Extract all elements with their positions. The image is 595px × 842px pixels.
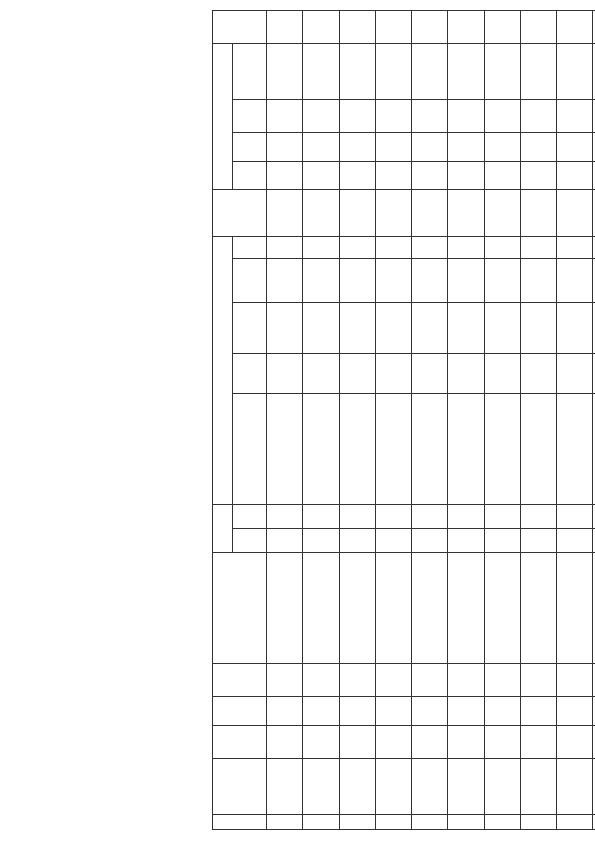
header-cell	[233, 394, 267, 505]
table-cell	[303, 259, 339, 303]
table-cell	[303, 161, 339, 190]
table-cell	[339, 259, 375, 303]
header-cell	[213, 190, 267, 236]
table-cell	[412, 236, 448, 258]
table-cell	[557, 759, 593, 814]
table-cell	[484, 99, 520, 132]
table-cell	[375, 697, 411, 726]
header-cell	[233, 529, 267, 553]
table-cell	[375, 99, 411, 132]
table-cell	[520, 553, 556, 664]
header-group-cell	[213, 44, 233, 190]
table-header	[213, 11, 267, 830]
header-cell	[213, 664, 267, 697]
table-cell	[557, 394, 593, 505]
table-row	[412, 11, 448, 830]
header-cell	[213, 726, 267, 759]
table-cell	[412, 11, 448, 44]
table-cell	[520, 44, 556, 99]
table-cell	[267, 394, 303, 505]
table-cell	[557, 11, 593, 44]
table-cell	[484, 259, 520, 303]
table-cell	[448, 11, 484, 44]
table-cell	[520, 99, 556, 132]
table-cell	[484, 236, 520, 258]
table-cell	[267, 44, 303, 99]
table-cell	[339, 44, 375, 99]
table-cell	[267, 11, 303, 44]
table-cell	[484, 11, 520, 44]
table-cell	[303, 354, 339, 394]
table-cell	[520, 814, 556, 829]
header-group-cell	[213, 504, 233, 553]
table-row	[375, 11, 411, 830]
header-cell	[213, 814, 267, 829]
table-cell	[448, 303, 484, 354]
table-cell	[267, 236, 303, 258]
table-cell	[557, 259, 593, 303]
table-cell	[520, 11, 556, 44]
table-cell	[520, 504, 556, 528]
table-cell	[448, 664, 484, 697]
table-cell	[520, 529, 556, 553]
table-cell	[448, 394, 484, 505]
table-cell	[267, 259, 303, 303]
table-cell	[520, 132, 556, 161]
table-cell	[339, 11, 375, 44]
table-cell	[303, 44, 339, 99]
table-cell	[339, 190, 375, 236]
table-cell	[448, 236, 484, 258]
table-cell	[557, 236, 593, 258]
table-cell	[484, 161, 520, 190]
table-cell	[448, 697, 484, 726]
table-cell	[339, 303, 375, 354]
table-cell	[375, 553, 411, 664]
table-cell	[375, 11, 411, 44]
table-cell	[448, 354, 484, 394]
table-cell	[412, 529, 448, 553]
table-cell	[448, 259, 484, 303]
table-cell	[339, 394, 375, 505]
table-cell	[303, 529, 339, 553]
table-cell	[448, 814, 484, 829]
table-row	[267, 11, 303, 830]
header-cell	[233, 236, 267, 258]
table-cell	[267, 354, 303, 394]
table-cell	[303, 236, 339, 258]
table-cell	[484, 759, 520, 814]
table-cell	[267, 726, 303, 759]
table-cell	[520, 236, 556, 258]
table-cell	[520, 697, 556, 726]
table-cell	[375, 394, 411, 505]
table-row	[339, 11, 375, 830]
table-cell	[448, 44, 484, 99]
table-cell	[520, 394, 556, 505]
table-cell	[412, 132, 448, 161]
table-cell	[303, 759, 339, 814]
table-cell	[303, 99, 339, 132]
table-cell	[448, 553, 484, 664]
table-row	[303, 11, 339, 830]
table-cell	[412, 504, 448, 528]
table-cell	[484, 394, 520, 505]
table-cell	[303, 504, 339, 528]
table-cell	[339, 236, 375, 258]
table-cell	[339, 553, 375, 664]
table-cell	[557, 44, 593, 99]
header-cell	[213, 553, 267, 664]
table-cell	[557, 504, 593, 528]
table-cell	[448, 726, 484, 759]
header-cell	[213, 11, 267, 44]
table-cell	[557, 99, 593, 132]
table-cell	[412, 697, 448, 726]
table-cell	[303, 726, 339, 759]
table-cell	[339, 726, 375, 759]
table-cell	[267, 303, 303, 354]
table-cell	[448, 759, 484, 814]
table-body	[267, 11, 595, 830]
table-cell	[412, 814, 448, 829]
table-cell	[412, 303, 448, 354]
table-cell	[412, 99, 448, 132]
table-cell	[267, 99, 303, 132]
table-cell	[412, 190, 448, 236]
header-cell	[213, 759, 267, 814]
table-cell	[375, 132, 411, 161]
table-cell	[375, 161, 411, 190]
header-cell	[233, 132, 267, 161]
table-cell	[448, 190, 484, 236]
table-cell	[267, 132, 303, 161]
table-cell	[303, 190, 339, 236]
table-cell	[375, 190, 411, 236]
table-cell	[484, 44, 520, 99]
table-cell	[484, 664, 520, 697]
table-row	[448, 11, 484, 830]
table-cell	[412, 354, 448, 394]
table-cell	[484, 553, 520, 664]
table-cell	[339, 664, 375, 697]
table-cell	[303, 303, 339, 354]
table-cell	[339, 759, 375, 814]
table-cell	[520, 664, 556, 697]
table-cell	[557, 190, 593, 236]
table-cell	[520, 190, 556, 236]
table-cell	[375, 504, 411, 528]
table-cell	[303, 553, 339, 664]
table-cell	[557, 161, 593, 190]
table-cell	[520, 303, 556, 354]
table-cell	[339, 504, 375, 528]
data-table	[212, 10, 595, 830]
table-cell	[557, 697, 593, 726]
header-cell	[233, 161, 267, 190]
table-cell	[375, 303, 411, 354]
table-cell	[448, 529, 484, 553]
table-cell	[448, 161, 484, 190]
header-cell	[213, 697, 267, 726]
table-cell	[484, 529, 520, 553]
table-cell	[267, 529, 303, 553]
table-cell	[484, 303, 520, 354]
table-cell	[412, 759, 448, 814]
table-cell	[375, 814, 411, 829]
table-cell	[303, 664, 339, 697]
table-cell	[484, 190, 520, 236]
table-cell	[448, 99, 484, 132]
table-cell	[267, 664, 303, 697]
table-cell	[339, 161, 375, 190]
table-cell	[412, 161, 448, 190]
table-cell	[557, 553, 593, 664]
table-cell	[267, 759, 303, 814]
table-cell	[375, 664, 411, 697]
table-cell	[448, 504, 484, 528]
table-row	[484, 11, 520, 830]
table-cell	[339, 99, 375, 132]
header-cell	[233, 99, 267, 132]
table-cell	[339, 354, 375, 394]
table-cell	[267, 553, 303, 664]
table-cell	[448, 132, 484, 161]
table-cell	[520, 726, 556, 759]
table-row	[520, 11, 556, 830]
table-cell	[520, 759, 556, 814]
rotated-table-container	[212, 10, 595, 830]
table-cell	[303, 11, 339, 44]
table-cell	[339, 697, 375, 726]
table-cell	[375, 259, 411, 303]
table-cell	[267, 504, 303, 528]
table-cell	[412, 726, 448, 759]
table-cell	[557, 529, 593, 553]
table-cell	[267, 697, 303, 726]
table-cell	[557, 354, 593, 394]
table-cell	[557, 303, 593, 354]
table-cell	[339, 132, 375, 161]
table-cell	[412, 394, 448, 505]
table-cell	[303, 814, 339, 829]
table-cell	[375, 759, 411, 814]
table-cell	[557, 664, 593, 697]
table-cell	[557, 726, 593, 759]
table-cell	[267, 190, 303, 236]
header-cell	[233, 259, 267, 303]
table-cell	[375, 726, 411, 759]
header-cell	[233, 504, 267, 528]
table-cell	[520, 161, 556, 190]
table-cell	[484, 814, 520, 829]
table-cell	[375, 529, 411, 553]
header-cell	[233, 44, 267, 99]
table-row	[557, 11, 593, 830]
table-cell	[375, 44, 411, 99]
table-cell	[484, 504, 520, 528]
table-cell	[520, 354, 556, 394]
table-cell	[303, 132, 339, 161]
table-cell	[557, 132, 593, 161]
table-cell	[484, 132, 520, 161]
table-cell	[375, 236, 411, 258]
table-cell	[412, 259, 448, 303]
table-cell	[267, 161, 303, 190]
table-cell	[412, 44, 448, 99]
table-cell	[412, 664, 448, 697]
table-cell	[557, 814, 593, 829]
table-cell	[339, 529, 375, 553]
table-cell	[520, 259, 556, 303]
table-cell	[484, 354, 520, 394]
header-cell	[233, 303, 267, 354]
header-group-cell	[213, 236, 233, 504]
table-cell	[267, 814, 303, 829]
table-cell	[375, 354, 411, 394]
table-cell	[484, 697, 520, 726]
table-cell	[303, 697, 339, 726]
header-cell	[233, 354, 267, 394]
table-cell	[339, 814, 375, 829]
table-cell	[412, 553, 448, 664]
table-cell	[303, 394, 339, 505]
table-cell	[484, 726, 520, 759]
